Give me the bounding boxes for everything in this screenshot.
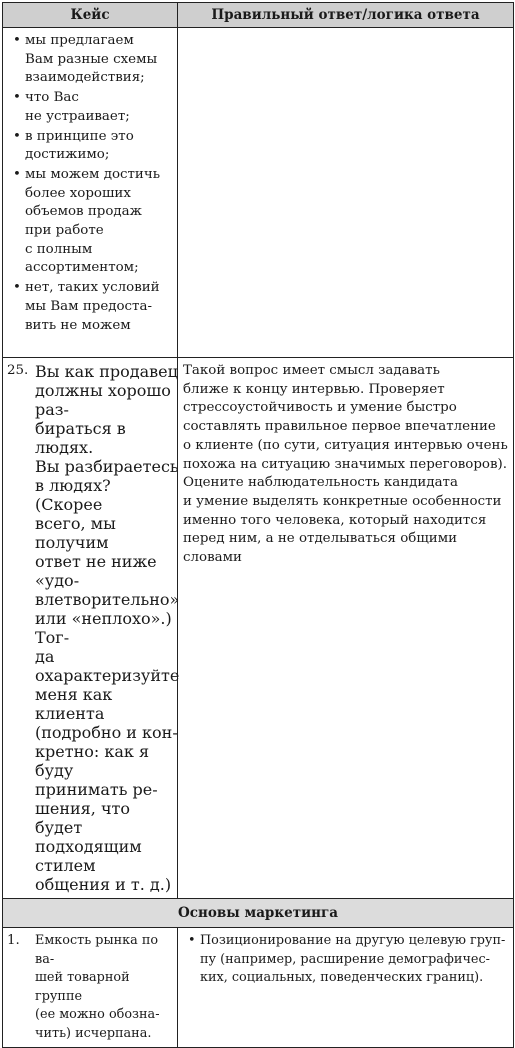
- answer-text-line: именно того человека, который находится: [183, 512, 487, 528]
- bullet-text-line: объемов продаж: [25, 204, 142, 220]
- table-row-25: [3, 358, 514, 899]
- list-item: [13, 166, 173, 278]
- answer-text-line: пу (например, расширение демографичес-: [200, 951, 490, 967]
- bullet-text-line: мы Вам предоста-: [25, 298, 152, 314]
- answer-text-25: [178, 358, 513, 572]
- list-item: [13, 89, 173, 126]
- bullet-text-line: с полным: [25, 241, 93, 257]
- case-text-line: да охарактеризуйте: [35, 647, 180, 685]
- bullet-text-line: • нет, таких условий: [25, 280, 160, 296]
- bullet-list: [3, 28, 177, 342]
- case-text-line: бираться в людях.: [35, 419, 126, 457]
- answer-cell-25: [178, 358, 514, 899]
- case-text-line: всего, мы получим: [35, 514, 116, 552]
- bullet-text-line: достижимо;: [25, 147, 110, 163]
- list-item: [13, 32, 173, 88]
- case-text-line: принимать ре-: [35, 780, 158, 799]
- bullet-text-line: • мы предлагаем: [25, 33, 134, 48]
- interview-cases-table: [2, 2, 514, 1048]
- bullet-text-line: • что Вас: [25, 90, 79, 106]
- answer-text-line: Такой вопрос имеет смысл задавать: [183, 363, 440, 378]
- bullet-text-line: вить не можем: [25, 317, 131, 333]
- case-text-line: влетворительно»: [35, 590, 180, 609]
- header-answer: Правильный ответ/логика ответа: [178, 3, 514, 28]
- case-text-line: ответ не ниже «удо-: [35, 552, 157, 590]
- case-text-line: Емкость рынка по ва-: [35, 933, 159, 967]
- case-text-line: общения и т. д.): [35, 875, 172, 894]
- case-text-line: чить) исчерпана.: [35, 1025, 152, 1041]
- row-number: 25.: [7, 363, 29, 378]
- table-row-bullets: [3, 28, 514, 358]
- case-text-line: (подробно и кон-: [35, 723, 178, 742]
- case-text-line: меня как клиента: [35, 685, 113, 723]
- case-text-line: кретно: как я буду: [35, 742, 150, 780]
- table-header-row: [3, 3, 514, 28]
- bullet-text-line: • мы можем достичь: [25, 166, 161, 182]
- case-text-line: в людях? (Скорее: [35, 476, 111, 514]
- case-text-line: или «неплохо».) Тог-: [35, 609, 172, 647]
- bullet-text-line: • в принципе это: [25, 128, 134, 144]
- answer-text-line: похожа на ситуацию значимых переговоров).: [183, 456, 508, 472]
- case-text-1: [35, 932, 173, 1043]
- row-number: 1.: [7, 933, 20, 948]
- list-item: [13, 279, 173, 335]
- answer-text-line: перед ним, а не отделываться общими словами: [183, 531, 458, 566]
- table-row-1: [3, 928, 514, 1048]
- answer-text-line: ближе к концу интервью. Проверяет: [183, 381, 445, 397]
- answer-text-line: и умение выделять конкретные особенности: [183, 493, 502, 509]
- answer-text-line: стрессоустойчивость и умение быстро: [183, 400, 457, 416]
- answer-cell-1: [178, 928, 514, 1048]
- case-text-25: [35, 362, 179, 894]
- bullet-text-line: более хороших: [25, 185, 131, 201]
- case-cell-25: [3, 358, 178, 899]
- case-text-line: Вы разбираетесь: [35, 457, 179, 476]
- case-text-line: Вы как продавец: [35, 362, 178, 381]
- bullet-text-line: ассортиментом;: [25, 260, 139, 276]
- answer-text-line: ких, социальных, поведенческих границ).: [200, 970, 484, 985]
- case-text-line: шей товарной группе: [35, 970, 130, 1004]
- answer-cell-empty: [178, 28, 514, 358]
- list-item: [13, 128, 173, 165]
- answer-bullet: [188, 932, 509, 988]
- case-text-line: должны хорошо раз-: [35, 381, 171, 419]
- answer-text-line: • Позиционирование на другую целевую груп-: [200, 933, 506, 948]
- section-row: [3, 899, 514, 928]
- header-case: Кейс: [3, 3, 178, 28]
- bullet-text-line: Вам разные схемы: [25, 51, 158, 67]
- section-title: Основы маркетинга: [3, 899, 514, 928]
- case-text-line: (ее можно обозна-: [35, 1007, 160, 1022]
- case-text-line: подходящим стилем: [35, 837, 142, 875]
- bullet-text-line: взаимодействия;: [25, 70, 145, 86]
- bullet-text-line: не устраивает;: [25, 108, 130, 124]
- case-cell-1: [3, 928, 178, 1048]
- answer-text-line: составлять правильное первое впечатление: [183, 419, 496, 435]
- case-text-line: шения, что будет: [35, 799, 130, 837]
- answer-bullet-list: [178, 928, 513, 995]
- case-cell-bullets: [3, 28, 178, 358]
- answer-text-line: Оцените наблюдательность кандидата: [183, 475, 458, 491]
- bullet-text-line: при работе: [25, 223, 104, 239]
- answer-text-line: о клиенте (по сути, ситуация интервью очень: [183, 437, 508, 453]
